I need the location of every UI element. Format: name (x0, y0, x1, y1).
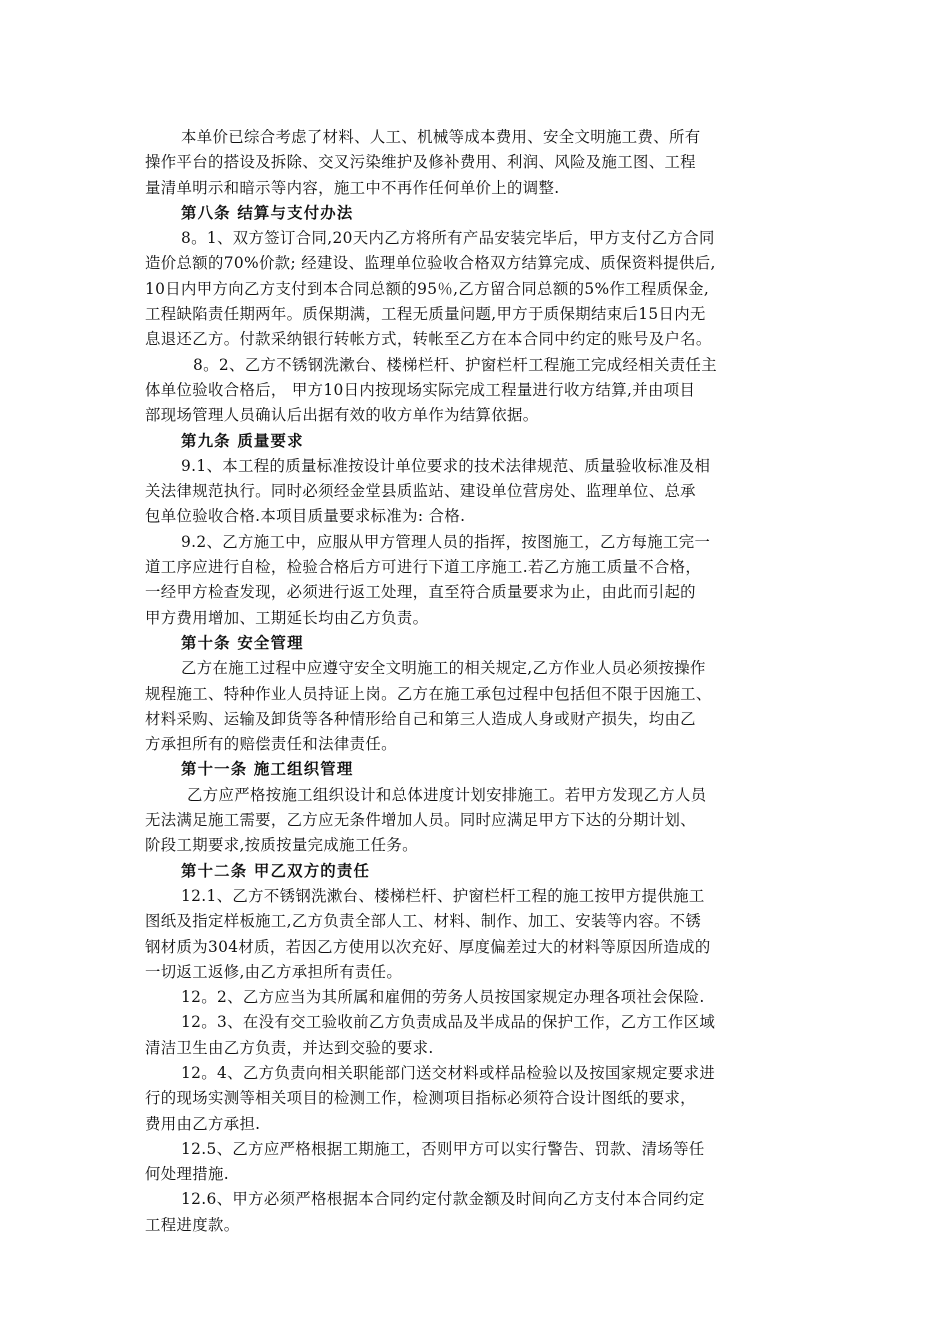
text-line: 钢材质为304材质，若因乙方使用以次充好、厚度偏差过大的材料等原因所造成的 (145, 937, 711, 956)
text-line: 何处理措施. (145, 1165, 229, 1184)
document-body (145, 125, 845, 1238)
text-line: 行的现场实测等相关项目的检测工作，检测项目指标必须符合设计图纸的要求， (145, 1089, 696, 1108)
text-line: 8。2、乙方不锈钢洗漱台、楼梯栏杆、护窗栏杆工程施工完成经相关责任主 (193, 355, 717, 374)
text-line: 9.1、本工程的质量标准按设计单位要求的技术法律规范、质量验收标准及相 (181, 456, 711, 475)
text-line: 一切返工返修,由乙方承担所有责任。 (145, 962, 403, 981)
text-line: 部现场管理人员确认后出据有效的收方单作为结算依据。 (145, 406, 539, 425)
section-heading: 第十条 安全管理 (181, 633, 304, 652)
text-line: 工程缺陷责任期两年。质保期满，工程无质量问题,甲方于质保期结束后15日内无 (145, 305, 706, 324)
text-line: 造价总额的70%价款; 经建设、监理单位验收合格双方结算完成、质保资料提供后, (145, 254, 716, 273)
text-line: 量清单明示和暗示等内容，施工中不再作任何单价上的调整. (145, 178, 560, 197)
text-line: 清洁卫生由乙方负责，并达到交验的要求. (145, 1038, 434, 1057)
text-line: 12。2、乙方应当为其所属和雇佣的劳务人员按国家规定办理各项社会保险. (181, 988, 705, 1007)
text-line: 8。1、双方签订合同,20天内乙方将所有产品安装完毕后，甲方支付乙方合同 (181, 229, 715, 248)
text-line: 乙方在施工过程中应遵守安全文明施工的相关规定,乙方作业人员必须按操作 (181, 659, 706, 678)
text-line: 9.2、乙方施工中，应服从甲方管理人员的指挥，按图施工，乙方每施工完一 (181, 532, 711, 551)
text-line: 图纸及指定样板施工,乙方负责全部人工、材料、制作、加工、安装等内容。不锈 (145, 912, 702, 931)
text-line: 12。4、乙方负责向相关职能部门送交材料或样品检验以及按国家规定要求进 (181, 1063, 716, 1082)
text-line: 操作平台的搭设及拆除、交叉污染维护及修补费用、利润、风险及施工图、工程 (145, 153, 696, 172)
text-line: 阶段工期要求,按质按量完成施工任务。 (145, 836, 418, 855)
text-line: 息退还乙方。付款采纳银行转帐方式，转帐至乙方在本合同中约定的账号及户名。 (145, 330, 712, 349)
text-line: 12.5、乙方应严格根据工期施工，否则甲方可以实行警告、罚款、清场等任 (181, 1139, 705, 1158)
text-line: 12.1、乙方不锈钢洗漱台、楼梯栏杆、护窗栏杆工程的施工按甲方提供施工 (181, 886, 705, 905)
text-line: 包单位验收合格.本项目质量要求标准为: 合格. (145, 507, 466, 526)
text-line: 方承担所有的赔偿责任和法律责任。 (145, 735, 397, 754)
section-heading: 第十一条 施工组织管理 (181, 760, 354, 779)
section-heading: 第十二条 甲乙双方的责任 (181, 861, 371, 880)
text-line: 甲方费用增加、工期延长均由乙方负责。 (145, 608, 429, 627)
section-heading: 第九条 质量要求 (181, 431, 304, 450)
text-line: 乙方应严格按施工组织设计和总体进度计划安排施工。若甲方发现乙方人员 (187, 785, 707, 804)
text-line: 一经甲方检查发现，必须进行返工处理，直至符合质量要求为止，由此而引起的 (145, 583, 696, 602)
text-line: 材料采购、运输及卸货等各种情形给自己和第三人造成人身或财产损失，均由乙 (145, 709, 696, 728)
text-line: 无法满足施工需要，乙方应无条件增加人员。同时应满足甲方下达的分期计划、 (145, 811, 696, 830)
text-line: 10日内甲方向乙方支付到本合同总额的95％,乙方留合同总额的5%作工程质保金, (145, 279, 710, 298)
text-line: 关法律规范执行。同时必须经金堂县质监站、建设单位营房处、监理单位、总承 (145, 482, 696, 501)
text-line: 12。3、在没有交工验收前乙方负责成品及半成品的保护工作，乙方工作区域 (181, 1013, 716, 1032)
text-line: 体单位验收合格后， 甲方10日内按现场实际完成工程量进行收方结算,并由项目 (145, 380, 696, 399)
text-line: 规程施工、特种作业人员持证上岗。乙方在施工承包过程中包括但不限于因施工、 (145, 684, 712, 703)
text-line: 道工序应进行自检，检验合格后方可进行下道工序施工.若乙方施工质量不合格， (145, 558, 702, 577)
text-line: 工程进度款。 (145, 1215, 240, 1234)
text-line: 费用由乙方承担. (145, 1114, 261, 1133)
text-line: 12.6、甲方必须严格根据本合同约定付款金额及时间向乙方支付本合同约定 (181, 1190, 705, 1209)
text-line: 本单价已综合考虑了材料、人工、机械等成本费用、安全文明施工费、所有 (181, 128, 701, 146)
section-heading: 第八条 结算与支付办法 (181, 203, 354, 222)
